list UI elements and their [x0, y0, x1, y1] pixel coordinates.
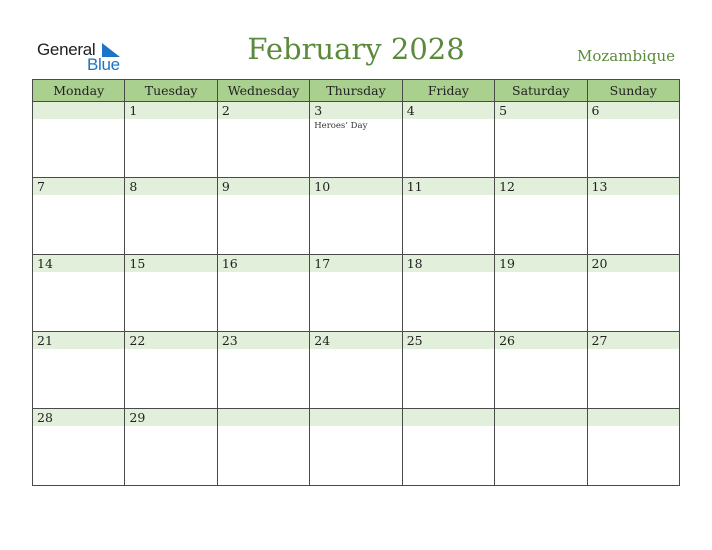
day-number: 8: [125, 178, 216, 195]
day-cell: [33, 178, 125, 255]
week-row: [33, 409, 680, 486]
day-cell: [310, 178, 402, 255]
day-cell: [587, 102, 679, 178]
weekday-sunday: Sunday: [587, 80, 679, 102]
day-cell: [495, 409, 587, 486]
day-number: 6: [588, 102, 679, 119]
day-number: 1: [125, 102, 216, 119]
day-cell: [217, 409, 309, 486]
weekday-wednesday: Wednesday: [217, 80, 309, 102]
weekday-friday: Friday: [402, 80, 494, 102]
day-cell: [402, 255, 494, 332]
day-number: 22: [125, 332, 216, 349]
day-number: 4: [403, 102, 494, 119]
day-cell: [33, 255, 125, 332]
logo-blue-text: Blue: [87, 55, 120, 74]
week-row: [33, 102, 680, 178]
day-number: [588, 409, 679, 426]
day-cell: [495, 102, 587, 178]
day-number: [33, 102, 124, 119]
day-cell: [217, 332, 309, 409]
weekday-thursday: Thursday: [310, 80, 402, 102]
day-cell: [310, 409, 402, 486]
day-number: 20: [588, 255, 679, 272]
day-cell: [125, 255, 217, 332]
day-cell: [587, 332, 679, 409]
day-number: 2: [218, 102, 309, 119]
week-row: [33, 255, 680, 332]
day-number: 25: [403, 332, 494, 349]
day-number: 14: [33, 255, 124, 272]
day-number: 13: [588, 178, 679, 195]
day-cell: [495, 332, 587, 409]
logo-general-text: General: [37, 40, 96, 59]
day-number: 24: [310, 332, 401, 349]
day-cell: [402, 102, 494, 178]
day-number: 15: [125, 255, 216, 272]
day-number: 23: [218, 332, 309, 349]
day-cell: [402, 178, 494, 255]
week-row: [33, 332, 680, 409]
day-cell: [310, 102, 402, 178]
day-number: 19: [495, 255, 586, 272]
day-number: [310, 409, 401, 426]
day-cell: [33, 409, 125, 486]
day-cell: [402, 332, 494, 409]
day-number: 3: [310, 102, 401, 119]
weekday-header-row: [33, 80, 680, 102]
day-cell: [217, 102, 309, 178]
day-number: 10: [310, 178, 401, 195]
day-cell: [125, 332, 217, 409]
day-number: 26: [495, 332, 586, 349]
day-number: 12: [495, 178, 586, 195]
day-number: 17: [310, 255, 401, 272]
weekday-tuesday: Tuesday: [125, 80, 217, 102]
day-number: 28: [33, 409, 124, 426]
day-number: 16: [218, 255, 309, 272]
day-cell: [402, 409, 494, 486]
day-number: 18: [403, 255, 494, 272]
day-cell: [310, 255, 402, 332]
day-cell: [217, 178, 309, 255]
calendar-grid: [32, 79, 680, 486]
day-cell: [495, 255, 587, 332]
day-number: [403, 409, 494, 426]
day-cell: [125, 409, 217, 486]
calendar-title: February 2028: [247, 32, 465, 66]
day-number: 27: [588, 332, 679, 349]
day-cell: [217, 255, 309, 332]
day-cell: [495, 178, 587, 255]
day-cell: [587, 255, 679, 332]
weekday-monday: Monday: [33, 80, 125, 102]
week-row: [33, 178, 680, 255]
day-cell: [587, 409, 679, 486]
day-cell: [33, 332, 125, 409]
weekday-saturday: Saturday: [495, 80, 587, 102]
day-cell: [125, 178, 217, 255]
day-cell: [33, 102, 125, 178]
day-number: 11: [403, 178, 494, 195]
holiday-label: Heroes’ Day: [314, 121, 368, 131]
day-number: [495, 409, 586, 426]
day-cell: [125, 102, 217, 178]
day-number: 21: [33, 332, 124, 349]
day-number: 29: [125, 409, 216, 426]
day-cell: [310, 332, 402, 409]
country-label: Mozambique: [577, 47, 675, 65]
day-number: 5: [495, 102, 586, 119]
day-cell: [587, 178, 679, 255]
day-number: 9: [218, 178, 309, 195]
day-number: [218, 409, 309, 426]
day-number: 7: [33, 178, 124, 195]
